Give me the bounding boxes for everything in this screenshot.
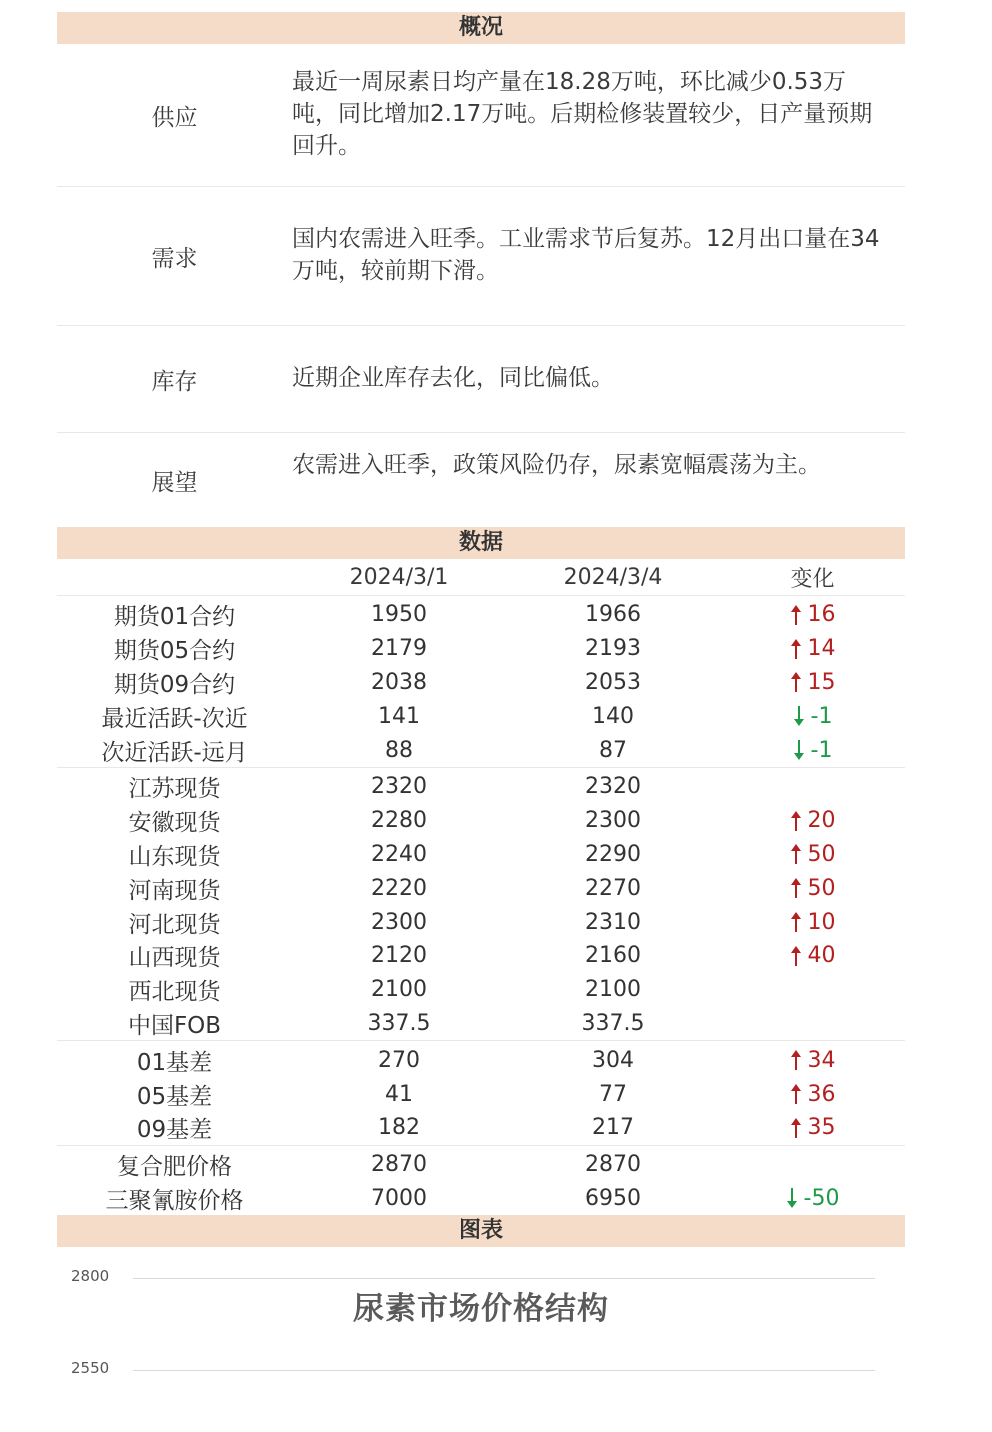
table-row (57, 598, 905, 632)
change-cell (720, 670, 905, 695)
overview-text: 最近一周尿素日均产量在18.28万吨，环比减少0.53万吨，同比增加2.17万吨。后期检修装置较少，日产量预期回升。 (292, 69, 873, 159)
overview-row-outlook (57, 433, 905, 527)
value-date1: 2120 (371, 943, 427, 969)
arrow-up-icon (790, 1049, 802, 1071)
arrow-up-icon (790, 671, 802, 693)
value-date1: 2300 (371, 909, 427, 935)
change-indicator (790, 808, 836, 833)
change-indicator (790, 602, 836, 627)
table-row (57, 804, 905, 838)
change-value: 15 (807, 669, 836, 695)
table-row (57, 838, 905, 872)
row-name: 山东现货 (128, 843, 221, 870)
change-cell (720, 1048, 905, 1073)
table-row (57, 871, 905, 905)
change-indicator (793, 738, 833, 763)
overview-text: 国内农需进入旺季。工业需求节后复苏。12月出口量在34万吨，较前期下滑。 (292, 226, 880, 284)
value-date2: 217 (592, 1115, 634, 1141)
data-table (57, 596, 905, 1215)
overview-row-supply (57, 44, 905, 187)
change-cell (720, 876, 905, 901)
table-row (57, 1182, 905, 1216)
change-cell (720, 738, 905, 763)
price-structure-chart (57, 1247, 905, 1432)
arrow-down-icon (793, 739, 805, 761)
arrow-up-icon (790, 604, 802, 626)
value-date1: 1950 (371, 602, 427, 628)
table-row (57, 1043, 905, 1077)
row-name: 最近活跃-次近 (101, 705, 248, 732)
value-date2: 2100 (585, 977, 641, 1003)
value-date1: 337.5 (367, 1010, 431, 1036)
change-value: -50 (803, 1185, 840, 1211)
value-date2: 140 (592, 703, 634, 729)
y-tick-label: 2800 (71, 1267, 110, 1286)
change-indicator (790, 1082, 836, 1107)
change-value: 10 (807, 909, 836, 935)
row-name: 河南现货 (128, 877, 221, 904)
change-value: -1 (810, 737, 833, 763)
change-indicator (790, 842, 836, 867)
change-value: -1 (810, 703, 833, 729)
value-date2: 2160 (585, 943, 641, 969)
table-row (57, 905, 905, 939)
value-date1: 2179 (371, 636, 427, 662)
value-date2: 2270 (585, 875, 641, 901)
data-group (57, 596, 905, 768)
arrow-down-icon (786, 1187, 798, 1209)
data-column-headers (57, 559, 905, 596)
arrow-up-icon (790, 638, 802, 660)
change-value: 20 (807, 808, 836, 834)
value-date1: 7000 (371, 1185, 427, 1211)
value-date1: 41 (385, 1081, 413, 1107)
row-name: 期货01合约 (113, 604, 236, 631)
change-cell (720, 1115, 905, 1140)
column-header-change: 变化 (790, 566, 835, 592)
chart-header: 图表 (57, 1215, 905, 1247)
change-indicator (790, 876, 836, 901)
value-date2: 87 (599, 737, 627, 763)
value-date2: 2053 (585, 669, 641, 695)
overview-row-demand (57, 187, 905, 326)
row-name: 复合肥价格 (117, 1154, 232, 1181)
value-date2: 337.5 (581, 1010, 645, 1036)
grid-line (133, 1370, 875, 1371)
table-row (57, 666, 905, 700)
value-date2: 2310 (585, 909, 641, 935)
overview-table (57, 44, 905, 527)
change-cell (720, 636, 905, 661)
change-value: 35 (807, 1115, 836, 1141)
table-row (57, 770, 905, 804)
value-date2: 2290 (585, 841, 641, 867)
change-value: 36 (807, 1081, 836, 1107)
data-group (57, 768, 905, 1041)
arrow-up-icon (790, 1117, 802, 1139)
change-value: 50 (807, 875, 836, 901)
value-date2: 6950 (585, 1185, 641, 1211)
arrow-up-icon (790, 911, 802, 933)
change-cell (720, 808, 905, 833)
arrow-up-icon (790, 810, 802, 832)
change-indicator (790, 943, 836, 968)
value-date2: 2193 (585, 636, 641, 662)
value-date1: 2320 (371, 774, 427, 800)
value-date2: 2870 (585, 1152, 641, 1178)
value-date2: 77 (599, 1081, 627, 1107)
value-date1: 182 (378, 1115, 420, 1141)
change-cell (720, 704, 905, 729)
value-date1: 2280 (371, 808, 427, 834)
column-header-date2: 2024/3/4 (563, 564, 663, 590)
row-name: 次近活跃-远月 (101, 739, 248, 766)
row-name: 中国FOB (127, 1012, 222, 1039)
value-date2: 304 (592, 1047, 634, 1073)
overview-text: 近期企业库存去化，同比偏低。 (292, 365, 614, 391)
change-cell (720, 910, 905, 935)
table-row (57, 632, 905, 666)
row-name: 三聚氰胺价格 (105, 1187, 244, 1214)
row-name: 江苏现货 (128, 776, 221, 803)
change-cell (720, 842, 905, 867)
change-value: 14 (807, 636, 836, 662)
change-cell (720, 1082, 905, 1107)
table-row (57, 1111, 905, 1145)
value-date1: 141 (378, 703, 420, 729)
overview-text: 农需进入旺季，政策风险仍存，尿素宽幅震荡为主。 (292, 452, 821, 478)
arrow-down-icon (793, 705, 805, 727)
row-name: 05基差 (136, 1083, 213, 1110)
value-date1: 2038 (371, 669, 427, 695)
value-date2: 1966 (585, 602, 641, 628)
row-name: 河北现货 (128, 911, 221, 938)
table-row (57, 733, 905, 767)
data-group (57, 1041, 905, 1145)
report-page (57, 12, 905, 1432)
change-indicator (790, 1048, 836, 1073)
data-header: 数据 (57, 527, 905, 559)
arrow-up-icon (790, 945, 802, 967)
value-date1: 2870 (371, 1152, 427, 1178)
table-row (57, 699, 905, 733)
grid-line (133, 1278, 875, 1279)
change-indicator (790, 910, 836, 935)
table-row (57, 973, 905, 1007)
chart-title: 尿素市场价格结构 (353, 1291, 609, 1328)
data-group (57, 1146, 905, 1216)
overview-header: 概况 (57, 12, 905, 44)
row-name: 西北现货 (128, 979, 221, 1006)
change-cell (720, 943, 905, 968)
row-name: 01基差 (136, 1049, 213, 1076)
overview-row-inventory (57, 326, 905, 433)
value-date1: 2100 (371, 977, 427, 1003)
row-name: 期货05合约 (113, 638, 236, 665)
change-value: 16 (807, 602, 836, 628)
change-indicator (790, 670, 836, 695)
overview-label: 库存 (151, 368, 198, 395)
overview-label: 展望 (151, 469, 198, 496)
change-value: 34 (807, 1047, 836, 1073)
table-row (57, 1077, 905, 1111)
table-row (57, 1148, 905, 1182)
arrow-up-icon (790, 843, 802, 865)
overview-label: 供应 (151, 104, 198, 131)
column-header-date1: 2024/3/1 (349, 564, 449, 590)
value-date1: 2240 (371, 841, 427, 867)
row-name: 安徽现货 (128, 810, 221, 837)
change-indicator (790, 1115, 836, 1140)
arrow-up-icon (790, 877, 802, 899)
change-indicator (793, 704, 833, 729)
value-date1: 2220 (371, 875, 427, 901)
change-value: 40 (807, 943, 836, 969)
overview-label: 需求 (151, 245, 198, 272)
row-name: 09基差 (136, 1117, 213, 1144)
row-name: 山西现货 (128, 945, 221, 972)
change-indicator (790, 636, 836, 661)
table-row (57, 1007, 905, 1041)
arrow-up-icon (790, 1083, 802, 1105)
value-date1: 88 (385, 737, 413, 763)
row-name: 期货09合约 (113, 671, 236, 698)
value-date2: 2320 (585, 774, 641, 800)
value-date2: 2300 (585, 808, 641, 834)
change-value: 50 (807, 841, 836, 867)
table-row (57, 939, 905, 973)
value-date1: 270 (378, 1047, 420, 1073)
change-indicator (786, 1186, 840, 1211)
change-cell (720, 1186, 905, 1211)
y-tick-label: 2550 (71, 1359, 110, 1378)
change-cell (720, 602, 905, 627)
